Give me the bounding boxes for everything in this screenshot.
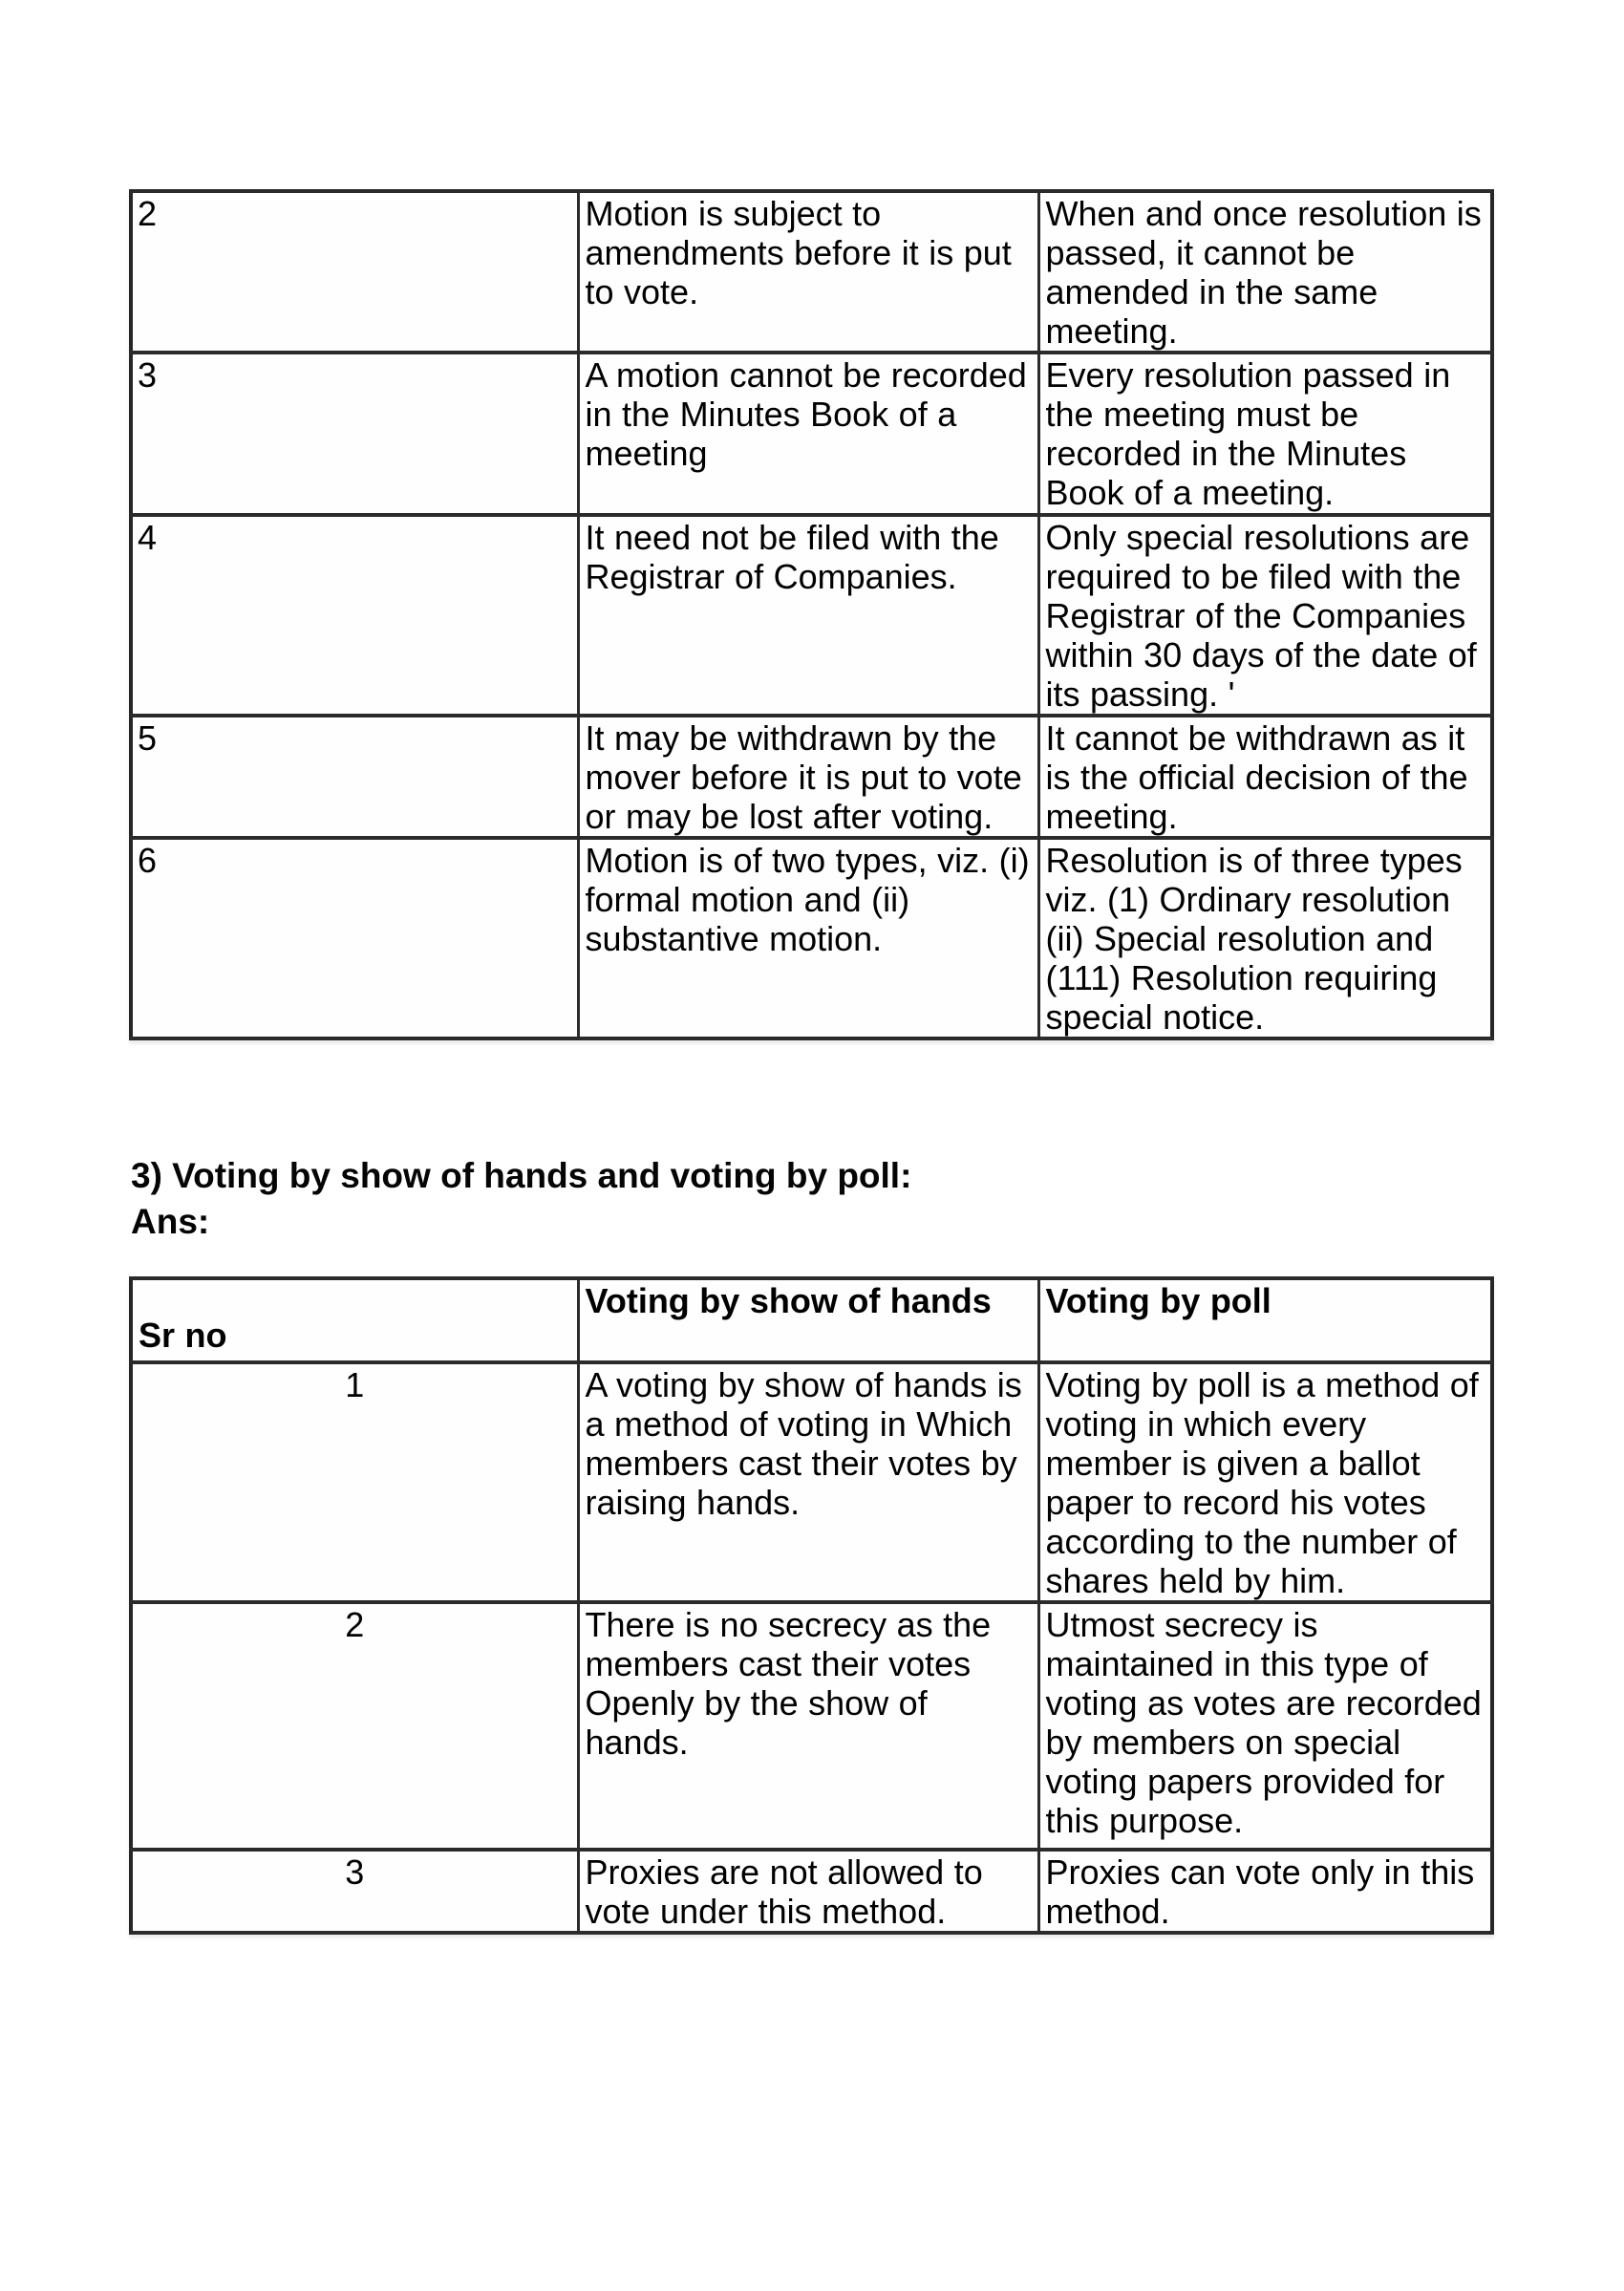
motion-cell: A motion cannot be recorded in the Minutes Book of a meeting: [578, 353, 1038, 515]
motion-cell: Motion is of two types, viz. (i) formal motion and (ii) substantive motion.: [578, 838, 1038, 1038]
resolution-cell: It cannot be withdrawn as it is the official decision of the meeting.: [1038, 716, 1492, 838]
sr-number-cell: 4: [131, 515, 578, 716]
show-of-hands-cell: A voting by show of hands is a method of voting in Which members cast their votes by raising hands.: [578, 1362, 1038, 1602]
sr-no-header: Sr no: [131, 1278, 578, 1362]
table-row: [131, 515, 1492, 716]
resolution-cell: Resolution is of three types viz. (1) Ordinary resolution (ii) Special resolution and (111) Resolution requiring special notice.: [1038, 838, 1492, 1038]
question-block: [131, 1153, 1468, 1245]
motion-cell: It need not be filed with the Registrar of Companies.: [578, 515, 1038, 716]
poll-cell: Voting by poll is a method of voting in which every member is given a ballot paper to record his votes according to the number of shares held by him.: [1038, 1362, 1492, 1602]
show-of-hands-cell: There is no secrecy as the members cast their votes Openly by the show of hands.: [578, 1602, 1038, 1850]
show-of-hands-header: Voting by show of hands: [578, 1278, 1038, 1362]
motion-vs-resolution-table: [129, 189, 1494, 1040]
motion-cell: Motion is subject to amendments before it is put to vote.: [578, 191, 1038, 353]
document-page: [0, 189, 1624, 2291]
sr-number-cell: 5: [131, 716, 578, 838]
table-row: [131, 1850, 1492, 1933]
table-row: [131, 716, 1492, 838]
resolution-cell: Only special resolutions are required to be filed with the Registrar of the Companies within 30 days of the date of its passing. ': [1038, 515, 1492, 716]
section-heading: 3) Voting by show of hands and voting by poll:: [131, 1156, 912, 1195]
sr-number-cell: 3: [131, 1850, 578, 1933]
resolution-cell: When and once resolution is passed, it cannot be amended in the same meeting.: [1038, 191, 1492, 353]
sr-number-cell: 6: [131, 838, 578, 1038]
sr-number-cell: 2: [131, 1602, 578, 1850]
resolution-cell: Every resolution passed in the meeting must be recorded in the Minutes Book of a meeting.: [1038, 353, 1492, 515]
table-row: [131, 353, 1492, 515]
table-row: [131, 838, 1492, 1038]
poll-header: Voting by poll: [1038, 1278, 1492, 1362]
sr-number-cell: 1: [131, 1362, 578, 1602]
answer-label: Ans:: [131, 1202, 210, 1241]
table-row: [131, 1602, 1492, 1850]
table-row: [131, 1362, 1492, 1602]
table-header-row: [131, 1278, 1492, 1362]
sr-number-cell: 3: [131, 353, 578, 515]
sr-number-cell: 2: [131, 191, 578, 353]
poll-cell: Utmost secrecy is maintained in this type of voting as votes are recorded by members on special voting papers provided for this purpose.: [1038, 1602, 1492, 1850]
show-of-hands-cell: Proxies are not allowed to vote under this method.: [578, 1850, 1038, 1933]
table-row: [131, 191, 1492, 353]
motion-cell: It may be withdrawn by the mover before it is put to vote or may be lost after voting.: [578, 716, 1038, 838]
poll-cell: Proxies can vote only in this method.: [1038, 1850, 1492, 1933]
voting-comparison-table: [129, 1276, 1494, 1935]
